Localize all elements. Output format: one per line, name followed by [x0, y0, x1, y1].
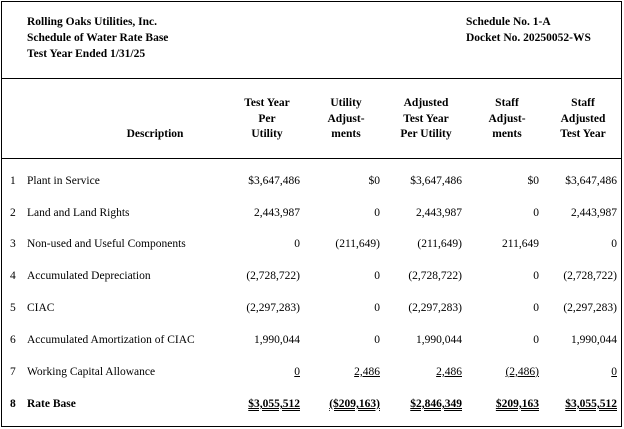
schedule-number: Schedule No. 1-A	[466, 16, 551, 28]
utility-adjustment-value: 0	[374, 207, 380, 219]
line-description: Plant in Service	[27, 175, 100, 187]
line-description: Working Capital Allowance	[27, 366, 156, 378]
adjusted-value: $3,647,486	[410, 175, 462, 187]
test-year-value: 2,443,987	[254, 207, 300, 219]
adjusted-value: (211,649)	[417, 238, 462, 250]
utility-adjustment-value: ($209,163)	[329, 398, 380, 410]
table-row	[0, 207, 624, 223]
line-number: 2	[10, 207, 16, 219]
schedule-info	[466, 14, 591, 46]
utility-adjustment-value: 0	[374, 302, 380, 314]
staff-adjustment-value: 211,649	[502, 238, 539, 250]
test-year-value: 1,990,044	[254, 334, 300, 346]
staff-adjusted-value: (2,297,283)	[563, 302, 617, 314]
test-year-value: (2,297,283)	[246, 302, 300, 314]
test-year-value: $3,055,512	[248, 398, 300, 410]
col-description: Description	[126, 128, 184, 140]
line-number: 4	[10, 270, 16, 282]
adjusted-value: $2,846,349	[410, 398, 462, 410]
line-description: Land and Land Rights	[27, 207, 130, 219]
table-row	[0, 270, 624, 286]
staff-adjusted-value: $3,647,486	[565, 175, 617, 187]
test-year-value: $3,647,486	[248, 175, 300, 187]
line-number: 6	[10, 334, 16, 346]
staff-adjustment-value: 0	[533, 207, 539, 219]
staff-adjustment-value: 0	[533, 334, 539, 346]
table-row	[0, 302, 624, 318]
company-name: Rolling Oaks Utilities, Inc.	[27, 16, 158, 28]
table-row	[0, 175, 624, 191]
adjusted-value: 1,990,044	[416, 334, 462, 346]
staff-adjustment-value: 0	[533, 302, 539, 314]
line-description: Accumulated Amortization of CIAC	[27, 334, 195, 346]
schedule-title: Schedule of Water Rate Base	[27, 32, 169, 44]
line-number: 3	[10, 238, 16, 250]
staff-adjustment-value: (2,486)	[505, 366, 539, 378]
column-header-divider	[1, 158, 622, 159]
staff-adjusted-value: $3,055,512	[565, 398, 617, 410]
utility-adjustment-value: 0	[374, 334, 380, 346]
table-row	[0, 398, 624, 414]
utility-adjustment-value: $0	[368, 175, 380, 187]
col-staff-adjustments: Staff Adjust- ments	[488, 97, 526, 140]
adjusted-value: (2,297,283)	[408, 302, 462, 314]
utility-adjustment-value: 2,486	[354, 366, 380, 378]
staff-adjusted-value: (2,728,722)	[563, 270, 617, 282]
staff-adjustment-value: $209,163	[495, 398, 539, 410]
company-header	[27, 14, 168, 62]
test-year-value: (2,728,722)	[246, 270, 300, 282]
table-row	[0, 238, 624, 254]
utility-adjustment-value: 0	[374, 270, 380, 282]
col-adjusted-test-year: Adjusted Test Year Per Utility	[400, 97, 452, 140]
adjusted-value: (2,728,722)	[408, 270, 462, 282]
utility-adjustment-value: (211,649)	[335, 238, 380, 250]
line-number: 5	[10, 302, 16, 314]
test-year-label: Test Year Ended 1/31/25	[27, 48, 146, 60]
line-number: 8	[10, 398, 16, 410]
line-number: 1	[10, 175, 16, 187]
line-description: Accumulated Depreciation	[27, 270, 151, 282]
line-number: 7	[10, 366, 16, 378]
line-description: CIAC	[27, 302, 55, 314]
col-test-year: Test Year Per Utility	[244, 97, 290, 140]
test-year-value: 0	[294, 238, 300, 250]
staff-adjusted-value: 1,990,044	[571, 334, 617, 346]
line-description: Non-used and Useful Components	[27, 238, 186, 250]
staff-adjusted-value: 0	[611, 238, 617, 250]
staff-adjusted-value: 0	[611, 366, 617, 378]
adjusted-value: 2,486	[436, 366, 462, 378]
docket-number: Docket No. 20250052-WS	[466, 32, 591, 44]
staff-adjusted-value: 2,443,987	[571, 207, 617, 219]
staff-adjustment-value: 0	[533, 270, 539, 282]
staff-adjustment-value: $0	[527, 175, 539, 187]
table-row	[0, 366, 624, 382]
header-divider	[1, 78, 622, 79]
col-staff-adjusted-test-year: Staff Adjusted Test Year	[560, 97, 606, 140]
table-row	[0, 334, 624, 350]
col-utility-adjustments: Utility Adjust- ments	[327, 97, 365, 140]
adjusted-value: 2,443,987	[416, 207, 462, 219]
test-year-value: 0	[294, 366, 300, 378]
line-description: Rate Base	[27, 398, 76, 410]
